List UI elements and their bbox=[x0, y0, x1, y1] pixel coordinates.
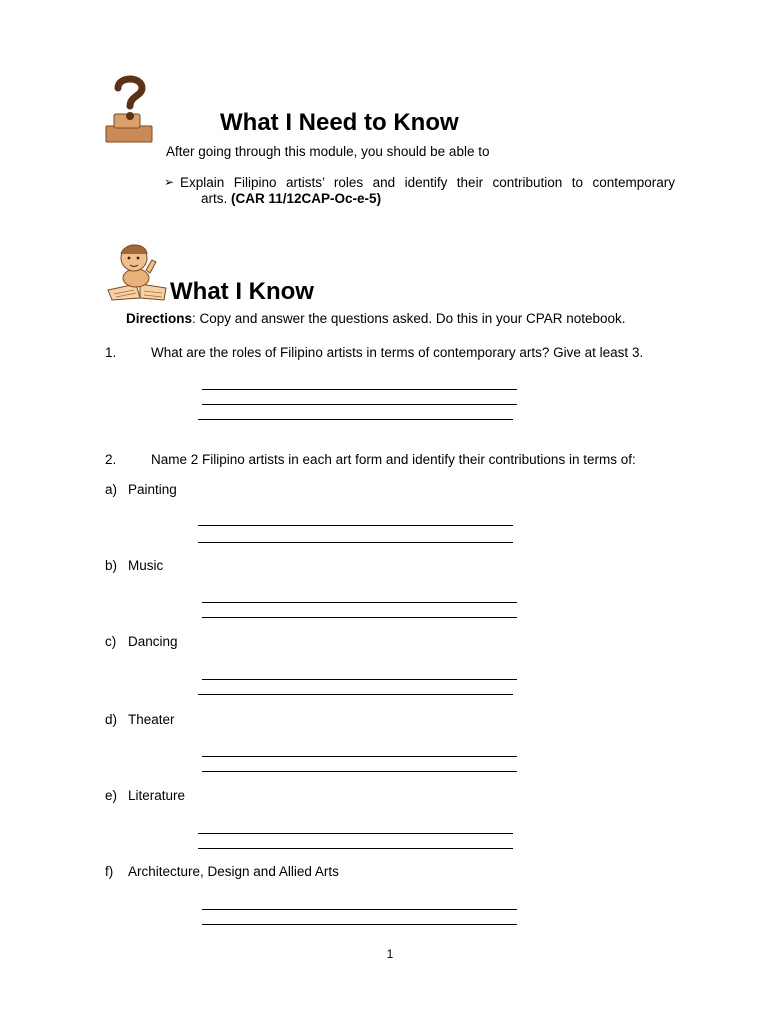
question-1-text: What are the roles of Filipino artists in terms of contemporary arts? Give at least 3. bbox=[151, 345, 644, 360]
art-form-letter: b) bbox=[105, 558, 118, 573]
section-title-what-i-need-to-know: What I Need to Know bbox=[220, 109, 459, 136]
objective-code: (CAR 11/12CAP-Oc-e-5) bbox=[231, 191, 382, 206]
art-form-literature: Literature bbox=[128, 788, 186, 803]
question-2-text: Name 2 Filipino artists in each art form and identify their contributions in terms of: bbox=[151, 452, 636, 467]
answer-line bbox=[198, 833, 513, 834]
art-form-letter: d) bbox=[105, 712, 118, 727]
art-form-theater: Theater bbox=[128, 712, 175, 727]
art-form-letter: e) bbox=[105, 788, 118, 803]
answer-line bbox=[202, 404, 517, 405]
answer-line bbox=[198, 542, 513, 543]
intro-text: After going through this module, you should be able to bbox=[166, 144, 490, 159]
answer-line bbox=[202, 909, 517, 910]
section-title-what-i-know: What I Know bbox=[170, 278, 314, 305]
answer-line bbox=[198, 419, 513, 420]
answer-line bbox=[202, 924, 517, 925]
answer-line bbox=[202, 389, 517, 390]
answer-line bbox=[202, 679, 517, 680]
answer-line bbox=[202, 602, 517, 603]
answer-line bbox=[202, 771, 517, 772]
bullet-arrow-icon: ➢ bbox=[164, 175, 175, 189]
answer-line bbox=[202, 756, 517, 757]
art-form-painting: Painting bbox=[128, 482, 177, 497]
answer-line bbox=[198, 525, 513, 526]
art-form-letter: c) bbox=[105, 634, 117, 649]
question-2-number: 2. bbox=[105, 452, 117, 467]
art-form-dancing: Dancing bbox=[128, 634, 178, 649]
reading-child-icon bbox=[106, 240, 170, 302]
objective-line-2 bbox=[201, 191, 381, 206]
art-form-letter: f) bbox=[105, 864, 114, 879]
question-1-number: 1. bbox=[105, 345, 117, 360]
art-form-letter: a) bbox=[105, 482, 118, 497]
objective-line-2-prefix: arts. bbox=[201, 191, 232, 206]
directions bbox=[126, 311, 626, 326]
answer-line bbox=[198, 694, 513, 695]
answer-line bbox=[198, 848, 513, 849]
art-form-architecture: Architecture, Design and Allied Arts bbox=[128, 864, 339, 879]
answer-line bbox=[202, 617, 517, 618]
art-form-music: Music bbox=[128, 558, 164, 573]
page-number: 1 bbox=[386, 947, 394, 961]
directions-text: : Copy and answer the questions asked. Do this in your CPAR notebook. bbox=[192, 311, 626, 326]
objective-line-1: Explain Filipino artists’ roles and identify their contribution to contemporary bbox=[180, 175, 675, 190]
question-pedestal-icon bbox=[104, 74, 156, 146]
directions-label: Directions bbox=[126, 311, 193, 326]
